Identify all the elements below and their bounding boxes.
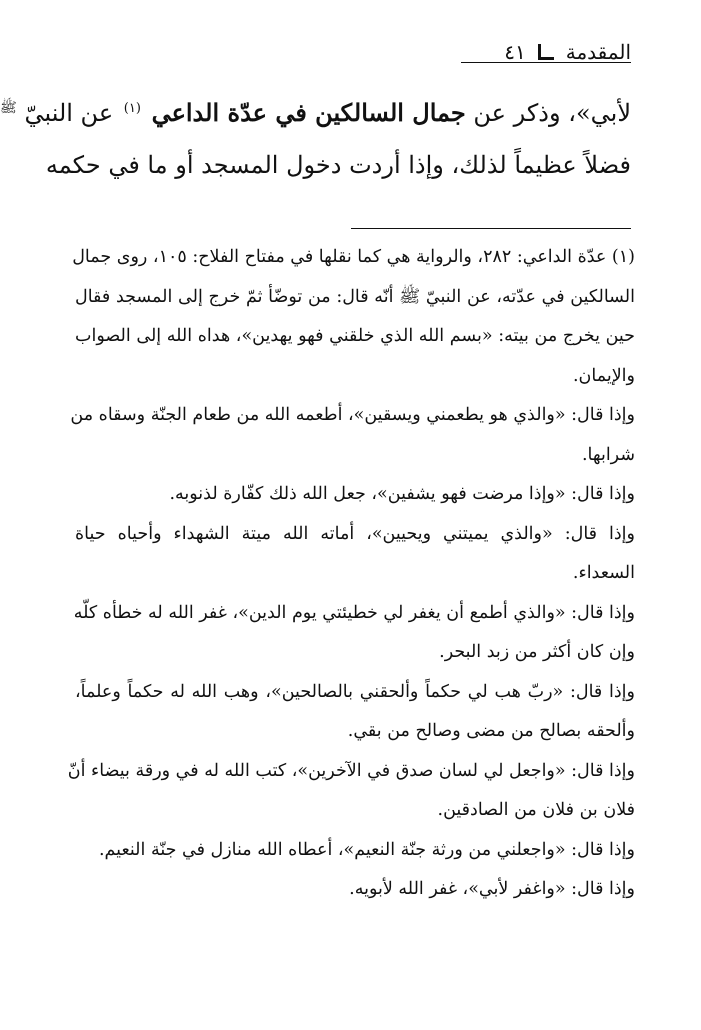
footnote-line: وإن كان أكثر من زبد البحر. (439, 642, 635, 662)
chapter-title: المقدمة (565, 40, 631, 64)
footnote-line: وإذا قال: «واجعل لي لسان صدق في الآخرين»، كتب الله له في ورقة بيضاء أنّ (67, 760, 635, 781)
running-header (504, 30, 631, 64)
page-number: ٤١ (504, 40, 526, 64)
main-text (0, 82, 631, 191)
footnote-line: السعداء. (572, 563, 635, 583)
footnote-line: وإذا قال: «والذي يميتني ويحيين»، أماته الله ميتة الشهداء وأحياه حياة (75, 523, 635, 544)
main-line-1 (0, 82, 631, 139)
footnote-line: والإيمان. (572, 365, 635, 386)
footnote-reference: (١) (123, 101, 141, 116)
footnote-line: وإذا قال: «واجعلني من ورثة جنّة النعيم»، أعطاه الله منازل في جنّة النعيم. (98, 839, 635, 860)
footnote-line: حين يخرج من بيته: «بسم الله الذي خلقني فهو يهدين»، هداه الله إلى الصواب (75, 326, 635, 346)
footnote-line: وإذا قال: «واغفر لأبي»، غفر الله لأبويه. (349, 879, 635, 899)
footnote-line: وإذا قال: «وإذا مرضت فهو يشفين»، جعل الله ذلك كفّارة لذنوبه. (169, 484, 635, 504)
main-line-1-start: لأبي»، وذكر عن (473, 99, 631, 127)
footnote-line: شرابها. (581, 444, 635, 465)
footnote-divider (351, 228, 631, 229)
footnotes-block (67, 238, 635, 910)
footnote-line: وإذا قال: «والذي هو يطعمني ويسقين»، أطعمه الله من طعام الجنّة وسقاه من (70, 405, 635, 425)
footnote-line: وألحقه بصالح من مضى وصالح من بقي. (347, 721, 635, 741)
footnote-line: وإذا قال: «ربّ هب لي حكماً وألحقني بالصالحين»، وهب الله له حكماً وعلماً، (75, 681, 635, 702)
header-divider (461, 62, 631, 63)
footnote-line: (١) عدّة الداعي: ٢٨٢، والرواية هي كما نقلها في مفتاح الفلاح: ١٠٥، روى جمال (72, 247, 635, 267)
main-line-1-end: عن النبيّ (24, 99, 114, 127)
footnote-line: فلان بن فلان من الصادقين. (437, 800, 635, 820)
honorific-symbol: ﷺ (0, 100, 17, 116)
book-title-highlight: جمال السالكين في عدّة الداعي (151, 98, 466, 127)
main-line-2: فضلاً عظيماً لذلك، وإذا أردت دخول المسجد أو ما في حكمه (45, 151, 631, 179)
footnote-line: السالكين في عدّته، عن النبيّ ﷺ أنّه قال: من توضّأ ثمّ خرج إلى المسجد فقال (75, 286, 635, 307)
header-corner-mark (538, 44, 554, 60)
footnote-line: وإذا قال: «والذي أطمع أن يغفر لي خطيئتي يوم الدين»، غفر الله له خطأه كلّه (73, 602, 635, 623)
